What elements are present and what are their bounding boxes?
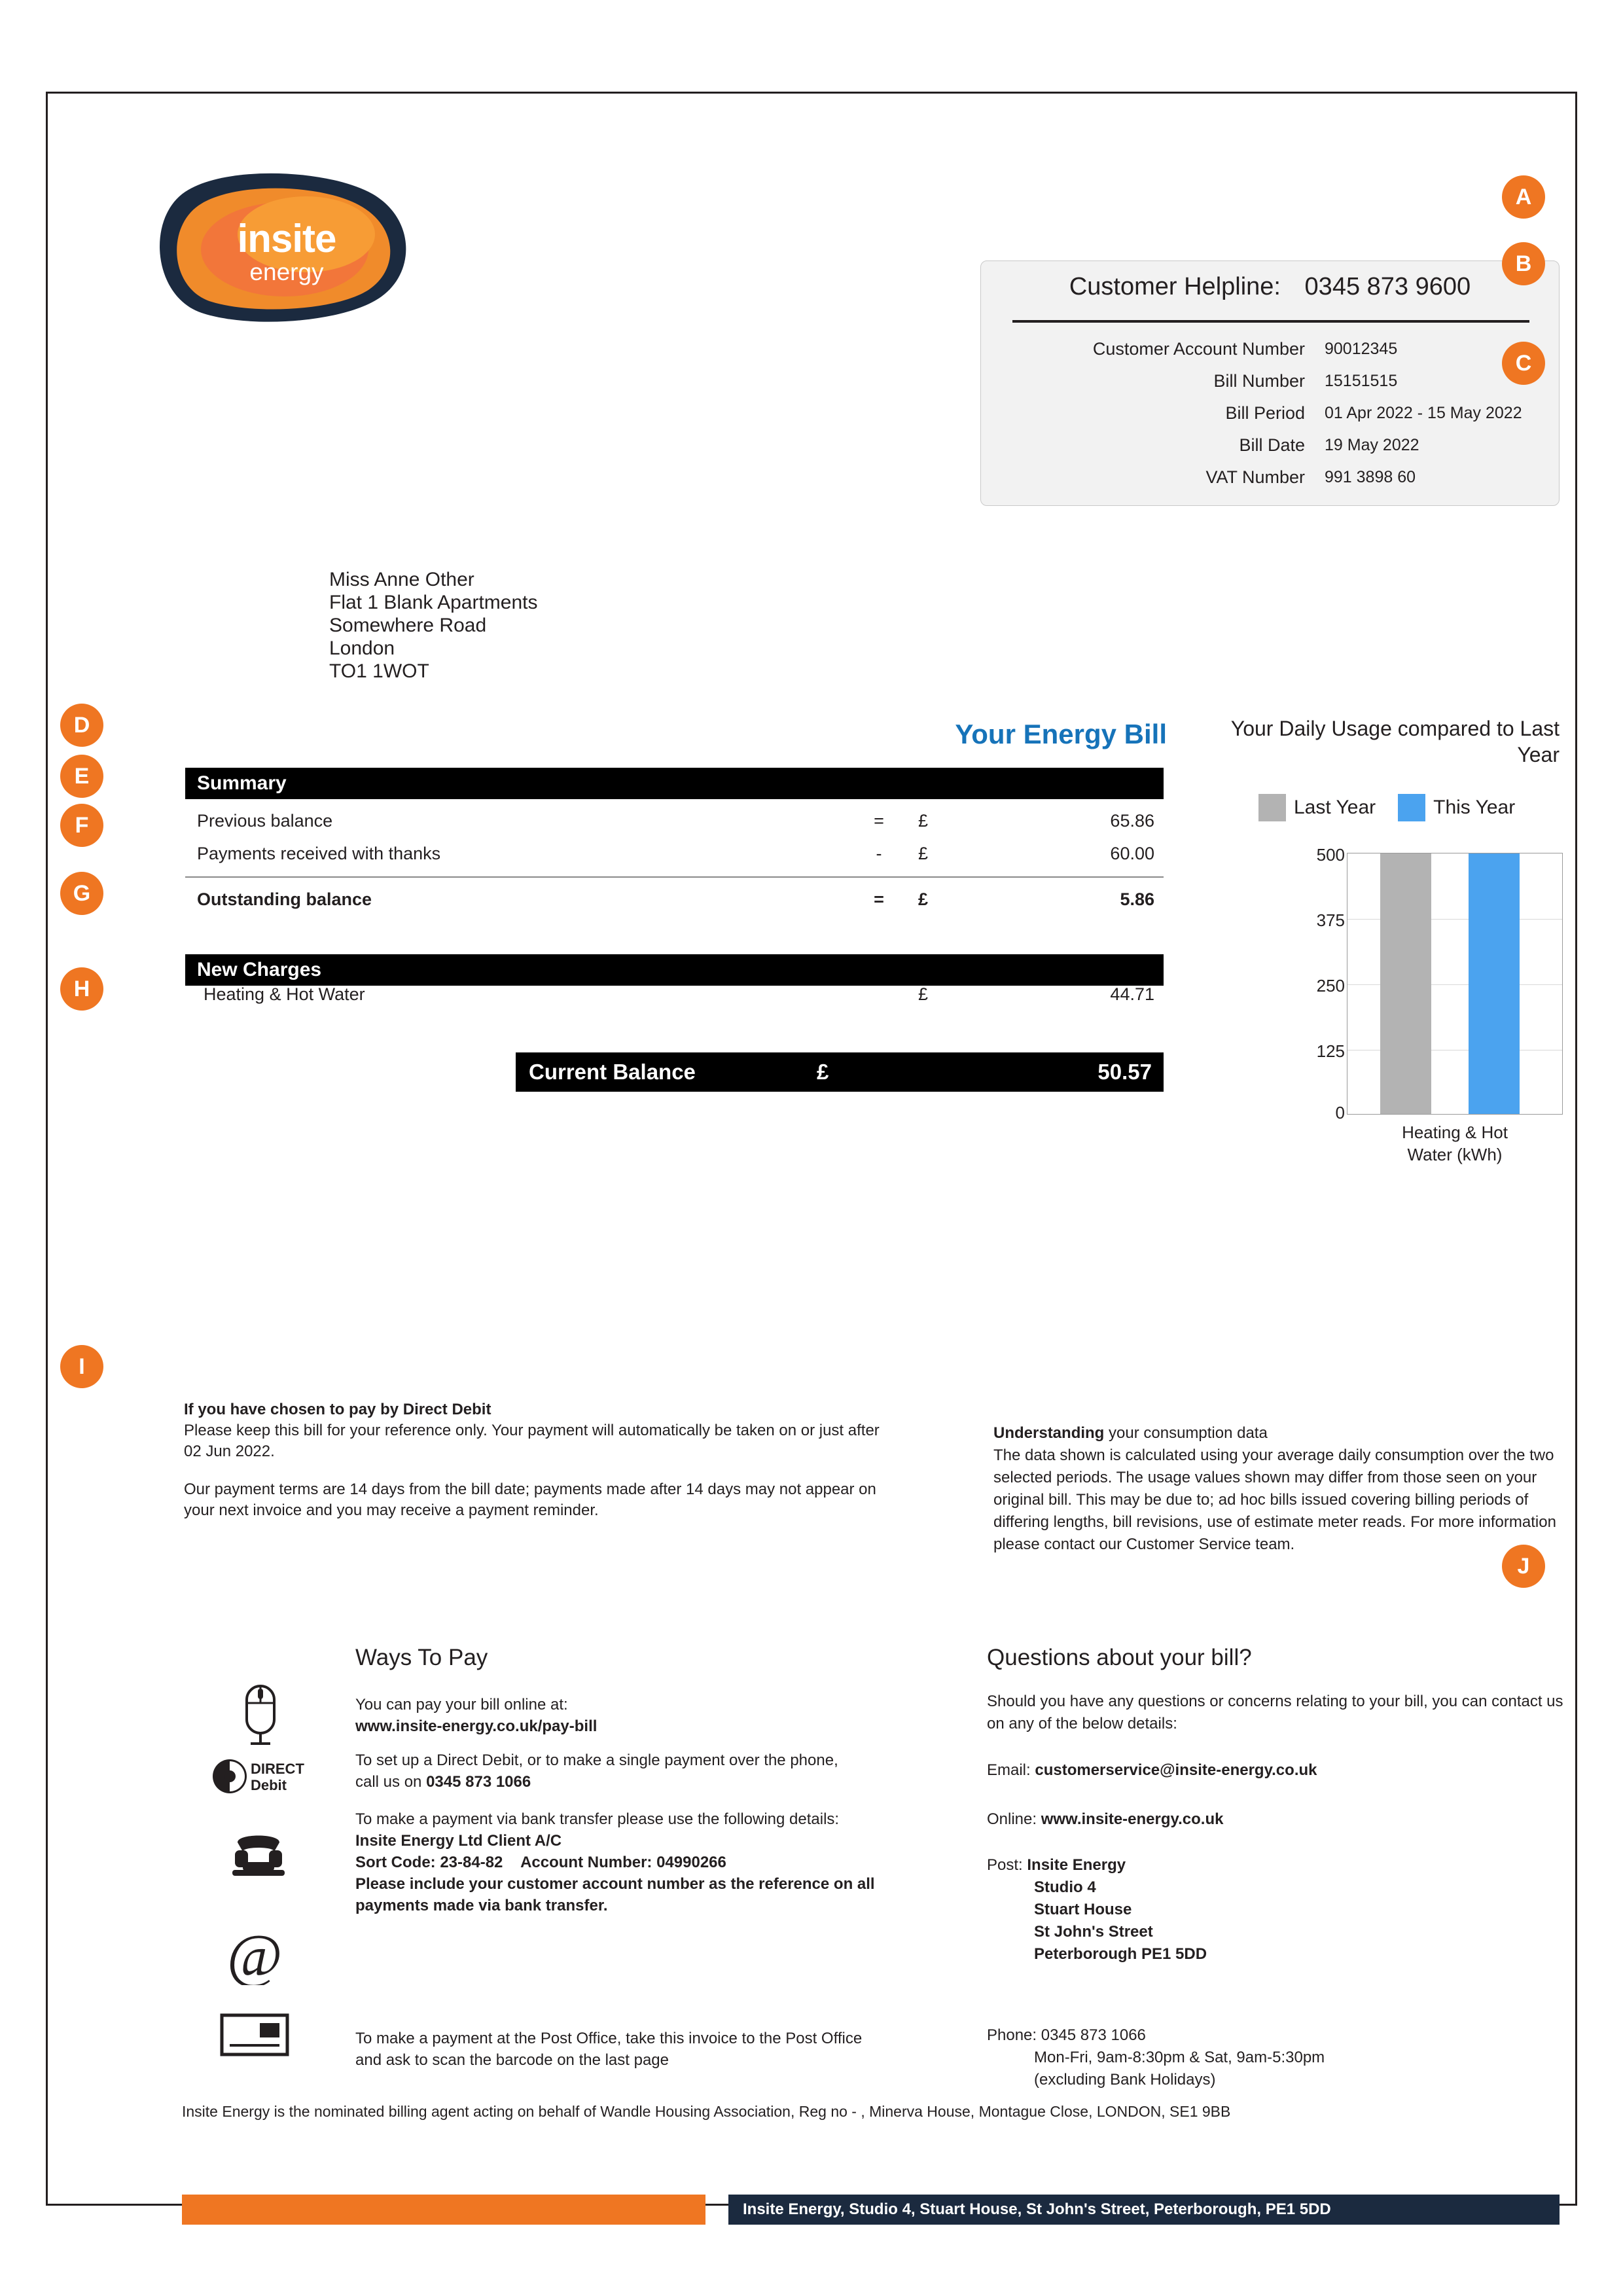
direct-debit-logo-icon (210, 1756, 315, 1800)
y-tick-label: 375 (1316, 910, 1345, 930)
new-charges-heading: New Charges (185, 954, 1164, 986)
callout-badge-h: H (60, 967, 103, 1011)
account-field-row (1007, 429, 1537, 461)
account-fields (1007, 333, 1537, 493)
bar-this-year (1469, 853, 1520, 1114)
bank-account-name: Insite Energy Ltd Client A/C (355, 1832, 562, 1850)
field-label: Customer Account Number (1092, 339, 1305, 359)
outstanding-balance-row (185, 882, 1164, 916)
account-info-box (980, 260, 1560, 506)
usage-bar-chart (1245, 794, 1573, 1206)
field-label: VAT Number (1205, 467, 1305, 487)
chart-legend (1245, 794, 1573, 821)
row-label: Previous balance (197, 810, 333, 831)
row-amount: 5.86 (1120, 889, 1154, 909)
post-address-line: Stuart House (1034, 1901, 1132, 1918)
logo-text (208, 219, 365, 284)
callout-badge-b: B (1502, 242, 1545, 285)
bank-transfer-text (355, 1808, 944, 1916)
usage-chart-title: Your Daily Usage compared to Last Year (1230, 717, 1560, 766)
field-value: 991 3898 60 (1325, 468, 1416, 486)
footer-address-bar: Insite Energy, Studio 4, Stuart House, St John's Street, Peterborough, PE1 5DD (728, 2195, 1560, 2225)
mouse-icon (238, 1681, 283, 1753)
row-sign: = (874, 889, 884, 909)
x-axis-label-line1: Heating & Hot (1402, 1122, 1508, 1142)
callout-badge-f: F (60, 804, 103, 847)
pay-phone-line1: To set up a Direct Debit, or to make a single payment over the phone, (355, 1751, 838, 1769)
y-tick-label: 125 (1316, 1041, 1345, 1061)
pay-online-line1: You can pay your bill online at: (355, 1696, 568, 1713)
row-sign: = (874, 810, 884, 831)
bank-account-number: Account Number: 04990266 (520, 1854, 726, 1871)
phone-hours-line2: (excluding Bank Holidays) (1034, 2071, 1216, 2089)
legend-item-this-year (1398, 794, 1515, 821)
consumption-note-heading-bold: Understanding (993, 1424, 1105, 1442)
address-line: TO1 1WOT (329, 660, 429, 682)
direct-debit-note (184, 1399, 891, 1538)
questions-online (987, 1808, 1576, 1831)
billing-agent-footnote: Insite Energy is the nominated billing agent acting on behalf of Wandle Housing Association, Reg no - , Minerva House, Montague Close, LONDON, SE1 9BB (182, 2103, 1231, 2120)
table-row (185, 977, 1164, 1011)
post-label: Post: (987, 1856, 1027, 1874)
field-label: Bill Date (1239, 435, 1305, 455)
y-tick-label: 500 (1316, 845, 1345, 865)
post-address-line: Peterborough PE1 5DD (1034, 1945, 1207, 1963)
phone-hours-line1: Mon-Fri, 9am-8:30pm & Sat, 9am-5:30pm (1034, 2049, 1325, 2066)
phone-label: Phone: (987, 2026, 1041, 2044)
account-field-row (1007, 461, 1537, 493)
x-axis-label-line2: Water (kWh) (1407, 1145, 1503, 1164)
row-currency: £ (918, 889, 929, 909)
page-title: Your Energy Bill (955, 719, 1167, 749)
email-value[interactable]: customerservice@insite-energy.co.uk (1035, 1761, 1317, 1779)
row-label: Current Balance (529, 1060, 696, 1084)
footer-orange-bar (182, 2195, 705, 2225)
pay-phone-line2-prefix: call us on (355, 1773, 427, 1791)
row-amount: 65.86 (1110, 810, 1154, 831)
questions-phone (987, 2024, 1576, 2091)
row-label: Outstanding balance (197, 889, 372, 909)
ways-to-pay-title: Ways To Pay (355, 1645, 488, 1670)
customer-helpline (981, 273, 1559, 301)
x-axis-label (1317, 1121, 1592, 1166)
legend-label: Last Year (1294, 797, 1376, 818)
questions-post (987, 1854, 1576, 1965)
account-field-row (1007, 397, 1537, 429)
callout-badge-a: A (1502, 175, 1545, 219)
pay-phone-number: 0345 873 1066 (426, 1773, 531, 1791)
online-value[interactable]: www.insite-energy.co.uk (1041, 1810, 1224, 1828)
post-office-text (355, 2028, 944, 2071)
field-value: 01 Apr 2022 - 15 May 2022 (1325, 404, 1522, 422)
svg-text:DIRECT: DIRECT (251, 1761, 304, 1777)
logo-text-line2: energy (249, 259, 324, 285)
direct-debit-note-para2: Our payment terms are 14 days from the bill date; payments made after 14 days may not appear on your next invoice and you may receive a payment reminder. (184, 1480, 876, 1519)
callout-badge-d: D (60, 704, 103, 747)
callout-badge-i: I (60, 1345, 103, 1388)
logo-text-line1: insite (237, 217, 336, 260)
post-office-line2: and ask to scan the barcode on the last page (355, 2051, 669, 2069)
row-currency: £ (918, 810, 929, 831)
customer-address (329, 568, 538, 683)
at-sign-icon (226, 1926, 291, 1988)
post-office-line1: To make a payment at the Post Office, take this invoice to the Post Office (355, 2030, 863, 2047)
field-label: Bill Number (1213, 371, 1305, 391)
bill-page (46, 92, 1577, 2218)
table-row (185, 836, 1164, 870)
table-row (185, 804, 1164, 838)
questions-title: Questions about your bill? (987, 1645, 1252, 1670)
callout-badge-g: G (60, 872, 103, 915)
helpline-label: Customer Helpline: (1069, 273, 1281, 300)
current-balance-row (516, 1052, 1164, 1092)
row-currency: £ (817, 1060, 829, 1084)
account-field-row (1007, 333, 1537, 365)
bank-transfer-line1: To make a payment via bank transfer please use the following details: (355, 1810, 840, 1828)
helpline-number: 0345 873 9600 (1304, 273, 1471, 300)
consumption-note-heading-rest: your consumption data (1104, 1424, 1268, 1442)
callout-badge-c: C (1502, 342, 1545, 385)
address-line: Flat 1 Blank Apartments (329, 592, 538, 613)
row-label: Payments received with thanks (197, 843, 441, 863)
pay-online-text (355, 1694, 944, 1737)
address-line: London (329, 637, 395, 659)
post-address-line: St John's Street (1034, 1923, 1153, 1941)
row-currency: £ (918, 984, 929, 1004)
address-line: Somewhere Road (329, 615, 487, 636)
online-label: Online: (987, 1810, 1041, 1828)
row-amount: 44.71 (1110, 984, 1154, 1004)
summary-heading: Summary (185, 768, 1164, 799)
account-field-row (1007, 365, 1537, 397)
field-value: 19 May 2022 (1325, 436, 1419, 454)
row-amount: 50.57 (1097, 1060, 1152, 1084)
helpline-divider (1012, 320, 1529, 323)
telephone-icon (226, 1828, 291, 1882)
post-address-line: Studio 4 (1034, 1878, 1096, 1896)
questions-intro: Should you have any questions or concerns relating to your bill, you can contact us on any of the below details: (987, 1693, 1563, 1732)
direct-debit-note-heading: If you have chosen to pay by Direct Debit (184, 1401, 491, 1418)
phone-value: 0345 873 1066 (1041, 2026, 1146, 2044)
svg-text:@: @ (227, 1926, 283, 1985)
row-currency: £ (918, 843, 929, 863)
bar-last-year (1380, 853, 1431, 1114)
direct-debit-note-para1: Please keep this bill for your reference only. Your payment will automatically be taken on or just after 02 Jun 2022. (184, 1422, 880, 1460)
y-tick-label: 250 (1316, 976, 1345, 996)
email-label: Email: (987, 1761, 1035, 1779)
address-line: Miss Anne Other (329, 569, 474, 590)
legend-item-last-year (1258, 794, 1376, 821)
row-sign: - (876, 843, 882, 863)
callout-badge-e: E (60, 755, 103, 798)
insite-energy-logo (139, 172, 447, 342)
pay-online-url[interactable]: www.insite-energy.co.uk/pay-bill (355, 1717, 597, 1735)
chart-plot-area (1347, 853, 1563, 1115)
y-tick-label: 0 (1335, 1103, 1345, 1122)
svg-text:Debit: Debit (251, 1777, 287, 1793)
row-label: Heating & Hot Water (204, 984, 365, 1004)
summary-divider (185, 876, 1164, 878)
consumption-note (993, 1422, 1576, 1556)
field-value: 90012345 (1325, 340, 1398, 358)
row-amount: 60.00 (1110, 843, 1154, 863)
bank-sort-code: Sort Code: 23-84-82 (355, 1854, 503, 1871)
pay-phone-text (355, 1749, 944, 1793)
questions-email (987, 1759, 1576, 1782)
consumption-note-body: The data shown is calculated using your average daily consumption over the two selected periods. The usage values shown may differ from those seen on your original bill. This may be due to; ad hoc bills issued covering billing periods of differing lengths, bill revisions, use of estimate meter reads. For more information please contact our Customer Service team. (993, 1446, 1556, 1553)
envelope-icon (219, 2011, 291, 2062)
callout-badge-j: J (1502, 1545, 1545, 1588)
consumption-note-heading (993, 1422, 1576, 1444)
legend-swatch-this-year (1398, 794, 1425, 821)
legend-swatch-last-year (1258, 794, 1286, 821)
field-label: Bill Period (1225, 403, 1305, 423)
legend-label: This Year (1433, 797, 1516, 818)
post-company: Insite Energy (1027, 1856, 1126, 1874)
bank-reference-note: Please include your customer account number as the reference on all payments made via bank transfer. (355, 1875, 875, 1914)
field-value: 15151515 (1325, 372, 1398, 390)
